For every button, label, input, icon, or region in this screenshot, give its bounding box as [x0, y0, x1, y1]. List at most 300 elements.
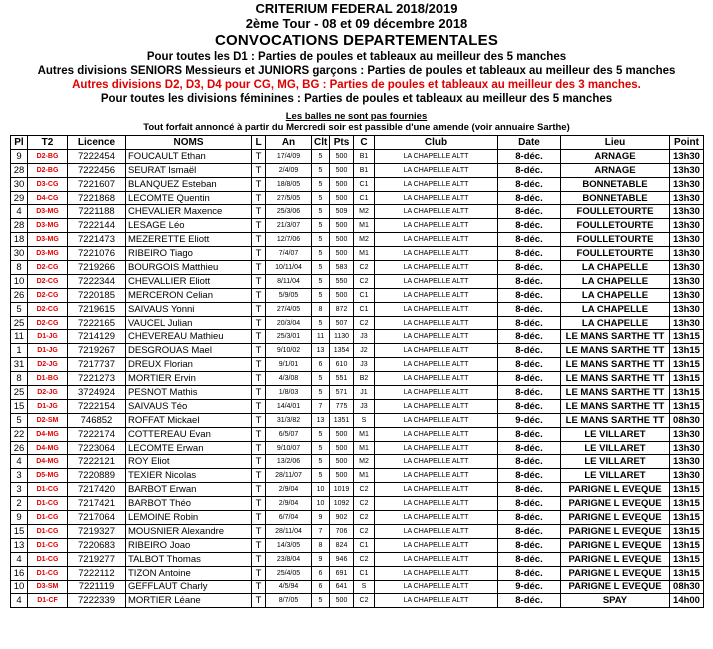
cell-pl: 30: [11, 247, 28, 261]
cell-l: T: [252, 219, 266, 233]
cell-point: 13h15: [670, 358, 704, 372]
cell-pl: 22: [11, 427, 28, 441]
cell-licence: 7222165: [68, 316, 126, 330]
cell-date: 8-déc.: [498, 288, 561, 302]
col-header-lieu: Lieu: [561, 136, 670, 150]
cell-pts: 1354: [330, 344, 354, 358]
cell-l: T: [252, 372, 266, 386]
cell-clt: 5: [312, 219, 330, 233]
cell-point: 08h30: [670, 580, 704, 594]
table-row: [11, 149, 704, 163]
cell-lieu: LE MANS SARTHE TT: [561, 344, 670, 358]
cell-pl: 13: [11, 538, 28, 552]
table-row: [11, 177, 704, 191]
cell-clt: 5: [312, 274, 330, 288]
cell-l: T: [252, 594, 266, 608]
cell-pts: 691: [330, 566, 354, 580]
cell-l: T: [252, 538, 266, 552]
cell-c: C1: [354, 191, 375, 205]
cell-an: 7/4/07: [266, 247, 312, 261]
cell-t2: D2-CG: [28, 274, 68, 288]
cell-date: 8-déc.: [498, 566, 561, 580]
cell-pts: 550: [330, 274, 354, 288]
cell-clt: 5: [312, 163, 330, 177]
cell-pts: 824: [330, 538, 354, 552]
cell-clt: 11: [312, 330, 330, 344]
cell-t2: D2-CG: [28, 288, 68, 302]
cell-nom: RIBEIRO Tiago: [126, 247, 252, 261]
cell-pts: 500: [330, 177, 354, 191]
table-row: [11, 288, 704, 302]
cell-pl: 30: [11, 177, 28, 191]
cell-point: 13h30: [670, 247, 704, 261]
cell-club: LA CHAPELLE ALTT: [375, 288, 498, 302]
cell-point: 13h15: [670, 566, 704, 580]
cell-pl: 5: [11, 302, 28, 316]
cell-date: 8-déc.: [498, 330, 561, 344]
cell-t2: D2-BG: [28, 163, 68, 177]
cell-nom: GEFFLAUT Charly: [126, 580, 252, 594]
cell-date: 8-déc.: [498, 524, 561, 538]
cell-pl: 8: [11, 261, 28, 275]
cell-club: LA CHAPELLE ALTT: [375, 538, 498, 552]
cell-pts: 500: [330, 163, 354, 177]
cell-lieu: LE VILLARET: [561, 441, 670, 455]
cell-date: 8-déc.: [498, 455, 561, 469]
cell-l: T: [252, 524, 266, 538]
cell-pts: 507: [330, 316, 354, 330]
cell-date: 9-déc.: [498, 413, 561, 427]
cell-club: LA CHAPELLE ALTT: [375, 261, 498, 275]
col-header-c: C: [354, 136, 375, 150]
cell-lieu: PARIGNE L EVEQUE: [561, 538, 670, 552]
cell-licence: 7221868: [68, 191, 126, 205]
balls-note: Les balles ne sont pas fournies: [285, 111, 428, 122]
cell-licence: 7219615: [68, 302, 126, 316]
cell-pl: 4: [11, 594, 28, 608]
cell-nom: ROFFAT Mickael: [126, 413, 252, 427]
table-row: [11, 455, 704, 469]
table-row: [11, 469, 704, 483]
cell-point: 13h15: [670, 483, 704, 497]
cell-c: S: [354, 580, 375, 594]
cell-date: 8-déc.: [498, 372, 561, 386]
cell-club: LA CHAPELLE ALTT: [375, 552, 498, 566]
cell-club: LA CHAPELLE ALTT: [375, 316, 498, 330]
cell-c: C2: [354, 483, 375, 497]
cell-l: T: [252, 344, 266, 358]
cell-nom: MEZERETTE Eliott: [126, 233, 252, 247]
cell-an: 4/5/94: [266, 580, 312, 594]
cell-l: T: [252, 552, 266, 566]
col-header-date: Date: [498, 136, 561, 150]
cell-licence: 7221607: [68, 177, 126, 191]
cell-point: 13h15: [670, 524, 704, 538]
cell-licence: 7222144: [68, 219, 126, 233]
cell-pts: 1092: [330, 497, 354, 511]
cell-lieu: PARIGNE L EVEQUE: [561, 552, 670, 566]
cell-t2: D4-CG: [28, 191, 68, 205]
col-header-t2: T2: [28, 136, 68, 150]
cell-an: 28/11/04: [266, 524, 312, 538]
cell-lieu: BONNETABLE: [561, 191, 670, 205]
cell-l: T: [252, 413, 266, 427]
cell-date: 8-déc.: [498, 399, 561, 413]
cell-pts: 500: [330, 455, 354, 469]
cell-an: 27/5/05: [266, 191, 312, 205]
cell-date: 8-déc.: [498, 191, 561, 205]
cell-lieu: LA CHAPELLE: [561, 274, 670, 288]
cell-nom: ROY Eliot: [126, 455, 252, 469]
cell-date: 8-déc.: [498, 594, 561, 608]
cell-licence: 7221076: [68, 247, 126, 261]
cell-lieu: LE MANS SARTHE TT: [561, 399, 670, 413]
cell-pts: 500: [330, 469, 354, 483]
cell-pts: 641: [330, 580, 354, 594]
cell-l: T: [252, 427, 266, 441]
cell-nom: SEURAT Ismaël: [126, 163, 252, 177]
table-row: [11, 511, 704, 525]
cell-nom: MERCERON Celian: [126, 288, 252, 302]
cell-pl: 9: [11, 511, 28, 525]
cell-pl: 26: [11, 288, 28, 302]
cell-an: 10/11/04: [266, 261, 312, 275]
table-row: [11, 497, 704, 511]
cell-nom: SAIVAUS Yonni: [126, 302, 252, 316]
cell-pts: 902: [330, 511, 354, 525]
cell-nom: TEXIER Nicolas: [126, 469, 252, 483]
cell-c: C2: [354, 316, 375, 330]
cell-t2: D1-BG: [28, 372, 68, 386]
cell-l: T: [252, 288, 266, 302]
cell-l: T: [252, 316, 266, 330]
cell-c: M1: [354, 247, 375, 261]
cell-t2: D2-CG: [28, 261, 68, 275]
cell-an: 28/11/07: [266, 469, 312, 483]
table-row: [11, 344, 704, 358]
cell-t2: D1-CG: [28, 538, 68, 552]
cell-t2: D3-MG: [28, 247, 68, 261]
cell-lieu: FOULLETOURTE: [561, 247, 670, 261]
cell-an: 8/7/05: [266, 594, 312, 608]
cell-pts: 1019: [330, 483, 354, 497]
cell-point: 13h30: [670, 261, 704, 275]
cell-nom: LEMOINE Robin: [126, 511, 252, 525]
cell-l: T: [252, 205, 266, 219]
cell-an: 2/9/04: [266, 483, 312, 497]
cell-clt: 7: [312, 524, 330, 538]
cell-clt: 5: [312, 427, 330, 441]
cell-point: 13h15: [670, 552, 704, 566]
table-row: [11, 566, 704, 580]
cell-club: LA CHAPELLE ALTT: [375, 191, 498, 205]
cell-clt: 9: [312, 552, 330, 566]
cell-lieu: FOULLETOURTE: [561, 205, 670, 219]
cell-clt: 5: [312, 386, 330, 400]
cell-an: 14/3/05: [266, 538, 312, 552]
cell-nom: CHEVALLIER Eliott: [126, 274, 252, 288]
table-row: [11, 594, 704, 608]
table-row: [11, 261, 704, 275]
cell-pl: 28: [11, 163, 28, 177]
cell-lieu: PARIGNE L EVEQUE: [561, 511, 670, 525]
cell-t2: D1-CG: [28, 552, 68, 566]
cell-club: LA CHAPELLE ALTT: [375, 330, 498, 344]
cell-an: 18/8/05: [266, 177, 312, 191]
table-row: [11, 399, 704, 413]
cell-pts: 610: [330, 358, 354, 372]
cell-clt: 10: [312, 483, 330, 497]
cell-pl: 2: [11, 497, 28, 511]
cell-clt: 5: [312, 372, 330, 386]
cell-clt: 8: [312, 538, 330, 552]
cell-nom: FOUCAULT Ethan: [126, 149, 252, 163]
cell-pts: 500: [330, 441, 354, 455]
cell-licence: 7217420: [68, 483, 126, 497]
cell-clt: 6: [312, 358, 330, 372]
cell-pl: 15: [11, 524, 28, 538]
cell-c: J3: [354, 330, 375, 344]
cell-pts: 500: [330, 191, 354, 205]
cell-l: T: [252, 302, 266, 316]
cell-licence: 7217737: [68, 358, 126, 372]
cell-licence: 3724924: [68, 386, 126, 400]
table-row: [11, 233, 704, 247]
cell-an: 1/8/03: [266, 386, 312, 400]
cell-pl: 31: [11, 358, 28, 372]
cell-pl: 4: [11, 455, 28, 469]
cell-an: 23/8/04: [266, 552, 312, 566]
cell-pl: 8: [11, 372, 28, 386]
cell-pl: 1: [11, 344, 28, 358]
cell-c: M2: [354, 205, 375, 219]
cell-date: 8-déc.: [498, 469, 561, 483]
cell-point: 13h15: [670, 372, 704, 386]
table-row: [11, 191, 704, 205]
cell-lieu: FOULLETOURTE: [561, 233, 670, 247]
cell-pl: 9: [11, 149, 28, 163]
cell-licence: 7222344: [68, 274, 126, 288]
table-row: [11, 483, 704, 497]
cell-t2: D1-JG: [28, 399, 68, 413]
cell-pts: 706: [330, 524, 354, 538]
cell-date: 8-déc.: [498, 274, 561, 288]
cell-c: C2: [354, 511, 375, 525]
cell-nom: CHEVALIER Maxence: [126, 205, 252, 219]
cell-an: 6/5/07: [266, 427, 312, 441]
cell-point: 13h30: [670, 441, 704, 455]
cell-c: C1: [354, 538, 375, 552]
cell-club: LA CHAPELLE ALTT: [375, 483, 498, 497]
cell-c: J3: [354, 358, 375, 372]
cell-clt: 5: [312, 316, 330, 330]
cell-pl: 4: [11, 205, 28, 219]
cell-licence: 7223064: [68, 441, 126, 455]
cell-nom: LESAGE Léo: [126, 219, 252, 233]
col-header-pl: Pl: [11, 136, 28, 150]
cell-club: LA CHAPELLE ALTT: [375, 399, 498, 413]
table-row: [11, 302, 704, 316]
cell-lieu: ARNAGE: [561, 163, 670, 177]
cell-nom: DREUX Florian: [126, 358, 252, 372]
cell-clt: 5: [312, 149, 330, 163]
cell-l: T: [252, 330, 266, 344]
table-row: [11, 219, 704, 233]
cell-an: 9/1/01: [266, 358, 312, 372]
cell-licence: 7217064: [68, 511, 126, 525]
cell-pts: 775: [330, 399, 354, 413]
convocations-table: [10, 135, 704, 608]
cell-licence: 7217421: [68, 497, 126, 511]
cell-c: J3: [354, 399, 375, 413]
cell-t2: D2-SM: [28, 413, 68, 427]
cell-nom: TALBOT Thomas: [126, 552, 252, 566]
cell-pl: 18: [11, 233, 28, 247]
cell-licence: 7220683: [68, 538, 126, 552]
cell-pl: 25: [11, 386, 28, 400]
cell-an: 14/4/01: [266, 399, 312, 413]
cell-clt: 7: [312, 399, 330, 413]
cell-club: LA CHAPELLE ALTT: [375, 386, 498, 400]
cell-t2: D1-CG: [28, 566, 68, 580]
cell-an: 5/9/05: [266, 288, 312, 302]
cell-clt: 5: [312, 594, 330, 608]
col-header-l: L: [252, 136, 266, 150]
cell-nom: BLANQUEZ Esteban: [126, 177, 252, 191]
cell-club: LA CHAPELLE ALTT: [375, 427, 498, 441]
cell-l: T: [252, 580, 266, 594]
cell-c: M1: [354, 427, 375, 441]
cell-l: T: [252, 399, 266, 413]
cell-licence: 7222456: [68, 163, 126, 177]
cell-c: B1: [354, 163, 375, 177]
cell-t2: D4-MG: [28, 427, 68, 441]
cell-club: LA CHAPELLE ALTT: [375, 497, 498, 511]
col-header-point: Point: [670, 136, 704, 150]
table-row: [11, 524, 704, 538]
cell-date: 8-déc.: [498, 247, 561, 261]
cell-date: 8-déc.: [498, 233, 561, 247]
cell-pts: 583: [330, 261, 354, 275]
info-line-d1: Pour toutes les D1 : Parties de poules et tableaux au meilleur des 5 manches: [146, 51, 567, 63]
cell-lieu: LE MANS SARTHE TT: [561, 358, 670, 372]
cell-pl: 4: [11, 552, 28, 566]
cell-point: 13h30: [670, 274, 704, 288]
table-row: [11, 316, 704, 330]
cell-t2: D2-BG: [28, 149, 68, 163]
cell-l: T: [252, 497, 266, 511]
cell-pts: 500: [330, 594, 354, 608]
cell-c: C1: [354, 177, 375, 191]
cell-nom: PESNOT Mathis: [126, 386, 252, 400]
cell-club: LA CHAPELLE ALTT: [375, 566, 498, 580]
cell-nom: VAUCEL Julian: [126, 316, 252, 330]
cell-t2: D1-CG: [28, 524, 68, 538]
cell-l: T: [252, 149, 266, 163]
cell-c: C2: [354, 524, 375, 538]
cell-clt: 6: [312, 566, 330, 580]
cell-club: LA CHAPELLE ALTT: [375, 177, 498, 191]
cell-lieu: LE MANS SARTHE TT: [561, 372, 670, 386]
cell-l: T: [252, 469, 266, 483]
cell-t2: D4-MG: [28, 455, 68, 469]
info-line-d2-d3-d4: Autres divisions D2, D3, D4 pour CG, MG, BG : Parties de poules et tableaux au meilleur des 3 manches.: [72, 79, 641, 91]
cell-pl: 28: [11, 219, 28, 233]
cell-t2: D2-CG: [28, 316, 68, 330]
col-header-an: An: [266, 136, 312, 150]
cell-l: T: [252, 233, 266, 247]
cell-licence: 7219266: [68, 261, 126, 275]
cell-an: 6/7/04: [266, 511, 312, 525]
cell-licence: 7214129: [68, 330, 126, 344]
cell-t2: D1-JG: [28, 344, 68, 358]
cell-t2: D3-SM: [28, 580, 68, 594]
cell-nom: LECOMTE Erwan: [126, 441, 252, 455]
document-header: [0, 2, 713, 48]
cell-nom: BARBOT Erwan: [126, 483, 252, 497]
cell-point: 13h30: [670, 149, 704, 163]
cell-lieu: LE MANS SARTHE TT: [561, 386, 670, 400]
cell-an: 31/3/82: [266, 413, 312, 427]
cell-clt: 5: [312, 469, 330, 483]
cell-lieu: SPAY: [561, 594, 670, 608]
cell-licence: 7222454: [68, 149, 126, 163]
cell-l: T: [252, 511, 266, 525]
cell-licence: 7222154: [68, 399, 126, 413]
table-row: [11, 552, 704, 566]
cell-club: LA CHAPELLE ALTT: [375, 594, 498, 608]
cell-date: 8-déc.: [498, 483, 561, 497]
cell-point: 13h30: [670, 163, 704, 177]
cell-date: 8-déc.: [498, 344, 561, 358]
cell-t2: D2-JG: [28, 386, 68, 400]
cell-club: LA CHAPELLE ALTT: [375, 219, 498, 233]
cell-an: 20/3/04: [266, 316, 312, 330]
cell-lieu: PARIGNE L EVEQUE: [561, 497, 670, 511]
cell-l: T: [252, 455, 266, 469]
cell-lieu: PARIGNE L EVEQUE: [561, 580, 670, 594]
cell-clt: 5: [312, 233, 330, 247]
cell-lieu: LE VILLARET: [561, 469, 670, 483]
cell-pl: 10: [11, 274, 28, 288]
cell-clt: 5: [312, 261, 330, 275]
document-heading: CONVOCATIONS DEPARTEMENTALES: [214, 32, 499, 49]
cell-club: LA CHAPELLE ALTT: [375, 455, 498, 469]
col-header-clt: Clt: [312, 136, 330, 150]
table-row: [11, 358, 704, 372]
cell-t2: D3-MG: [28, 233, 68, 247]
cell-clt: 5: [312, 177, 330, 191]
cell-pl: 16: [11, 566, 28, 580]
cell-clt: 9: [312, 511, 330, 525]
cell-point: 08h30: [670, 413, 704, 427]
cell-date: 8-déc.: [498, 538, 561, 552]
cell-club: LA CHAPELLE ALTT: [375, 441, 498, 455]
cell-t2: D1-CG: [28, 483, 68, 497]
cell-pl: 10: [11, 580, 28, 594]
cell-l: T: [252, 566, 266, 580]
cell-c: B1: [354, 149, 375, 163]
cell-clt: 5: [312, 205, 330, 219]
cell-date: 8-déc.: [498, 386, 561, 400]
cell-date: 8-déc.: [498, 219, 561, 233]
cell-l: T: [252, 441, 266, 455]
cell-clt: 5: [312, 247, 330, 261]
cell-an: 25/4/05: [266, 566, 312, 580]
cell-c: J2: [354, 344, 375, 358]
cell-nom: RIBEIRO Joao: [126, 538, 252, 552]
cell-clt: 5: [312, 455, 330, 469]
